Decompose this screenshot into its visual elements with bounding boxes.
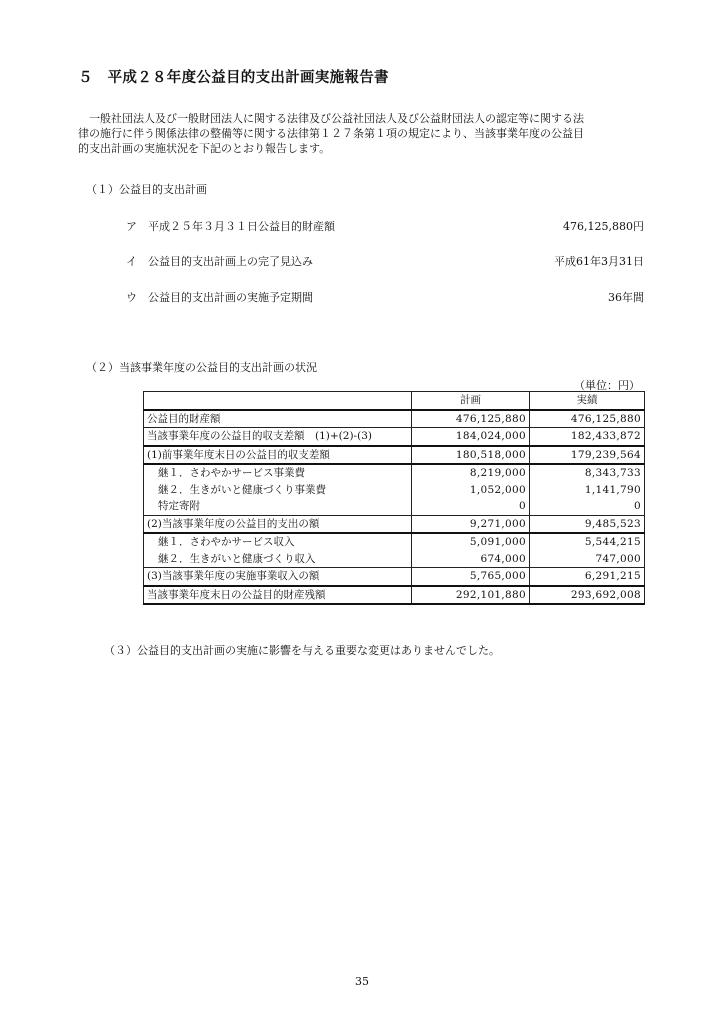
actual-value: 747,000 <box>530 551 645 568</box>
section3-statement: （３）公益目的支出計画の実施に影響を与える重要な変更はありませんでした。 <box>104 644 500 657</box>
actual-value: 6,291,215 <box>530 568 645 586</box>
plan-value: 674,000 <box>412 551 530 568</box>
item-c-value: 36年間 <box>608 291 644 304</box>
plan-value: 292,101,880 <box>412 586 530 605</box>
actual-value: 179,239,564 <box>530 446 645 465</box>
actual-value: 1,141,790 <box>530 482 645 499</box>
item-a-label: ア 平成２５年３月３１日公益目的財産額 <box>126 220 335 233</box>
plan-value: 5,091,000 <box>412 533 530 551</box>
section2-title: （２）当該事業年度の公益目的支出計画の状況 <box>86 361 317 374</box>
plan-value: 180,518,000 <box>412 446 530 465</box>
actual-value: 0 <box>530 498 645 515</box>
row-label: 公益目的財産額 <box>144 410 412 428</box>
row-label: 継２．生きがいと健康づくり収入 <box>144 551 412 568</box>
unit-label: （単位：円） <box>574 379 640 392</box>
table-row <box>144 568 645 586</box>
plan-value: 476,125,880 <box>412 410 530 428</box>
table-row <box>144 482 645 499</box>
intro-line: 律の施行に伴う関係法律の整備等に関する法律第１２７条第１項の規定により、当該事業年度の公益目 <box>78 127 584 140</box>
table-row <box>144 498 645 515</box>
actual-value: 9,485,523 <box>530 515 645 533</box>
table-row <box>144 464 645 482</box>
intro-line: 的支出計画の実施状況を下記のとおり報告します。 <box>78 142 331 155</box>
section1-title: （１）公益目的支出計画 <box>86 183 207 196</box>
row-label: 継１．さわやかサービス収入 <box>144 533 412 551</box>
plan-value: 184,024,000 <box>412 428 530 446</box>
row-label: 当該事業年度末日の公益目的財産残額 <box>144 586 412 605</box>
row-label: 当該事業年度の公益目的収支差額 (1)+(2)-(3) <box>144 428 412 446</box>
plan-value: 8,219,000 <box>412 464 530 482</box>
row-label: (2)当該事業年度の公益目的支出の額 <box>144 515 412 533</box>
row-label: 継１．さわやかサービス事業費 <box>144 464 412 482</box>
table-row <box>144 515 645 533</box>
item-b-label: イ 公益目的支出計画上の完了見込み <box>126 255 313 268</box>
table-row <box>144 586 645 605</box>
report-heading: ５ 平成２８年度公益目的支出計画実施報告書 <box>78 70 389 86</box>
table-row <box>144 533 645 551</box>
item-a-value: 476,125,880円 <box>563 220 644 233</box>
table-row <box>144 446 645 465</box>
row-label: 継２．生きがいと健康づくり事業費 <box>144 482 412 499</box>
plan-value: 5,765,000 <box>412 568 530 586</box>
actual-value: 293,692,008 <box>530 586 645 605</box>
table-header-row <box>144 392 645 410</box>
item-c-label: ウ 公益目的支出計画の実施予定期間 <box>126 291 313 304</box>
intro-paragraph <box>78 111 648 156</box>
table-row <box>144 410 645 428</box>
row-label: (1)前事業年度末日の公益目的収支差額 <box>144 446 412 465</box>
actual-value: 182,433,872 <box>530 428 645 446</box>
row-label: 特定寄附 <box>144 498 412 515</box>
row-label: (3)当該事業年度の実施事業収入の額 <box>144 568 412 586</box>
actual-value: 5,544,215 <box>530 533 645 551</box>
plan-value: 1,052,000 <box>412 482 530 499</box>
actual-value: 8,343,733 <box>530 464 645 482</box>
plan-status-table <box>143 391 645 605</box>
header-plan: 計画 <box>412 392 530 410</box>
actual-value: 476,125,880 <box>530 410 645 428</box>
item-b-value: 平成61年3月31日 <box>554 255 644 268</box>
header-actual: 実績 <box>530 392 645 410</box>
table-row <box>144 428 645 446</box>
page-number: 35 <box>355 975 369 988</box>
plan-value: 0 <box>412 498 530 515</box>
plan-value: 9,271,000 <box>412 515 530 533</box>
intro-line: 一般社団法人及び一般財団法人に関する法律及び公益社団法人及び公益財団法人の認定等に関する法 <box>78 112 584 125</box>
table-row <box>144 551 645 568</box>
header-label-cell <box>144 392 412 410</box>
